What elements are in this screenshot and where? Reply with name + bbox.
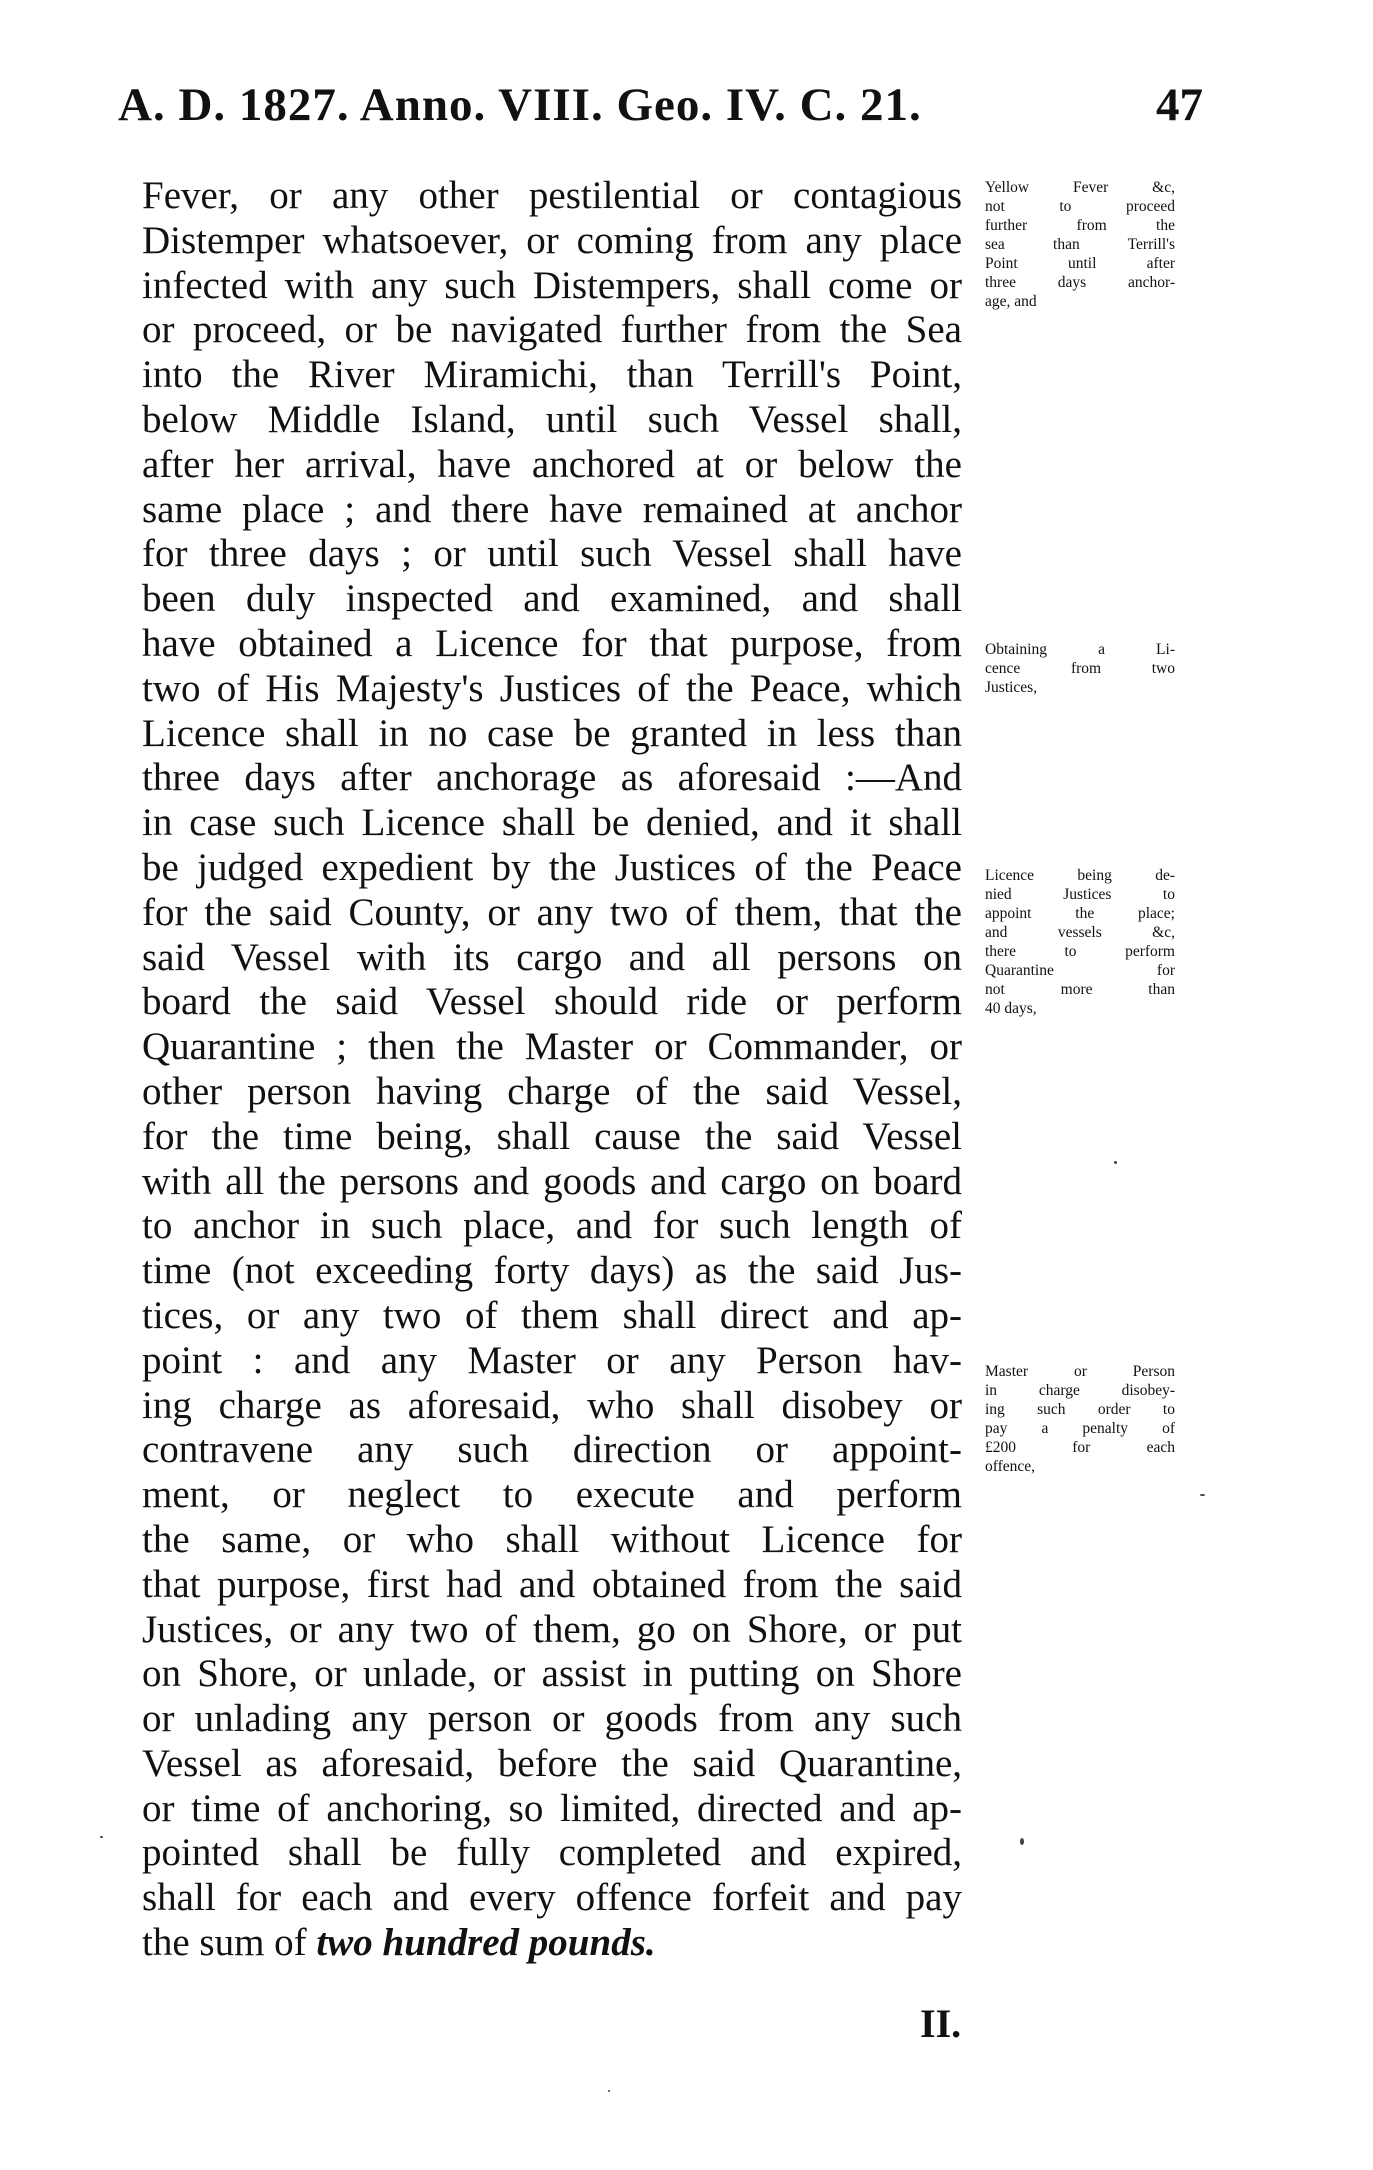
scan-speck [1020, 1838, 1024, 1845]
text-line: been duly inspected and examined, and shall [142, 577, 962, 621]
margin-note-quarantine [985, 866, 1175, 1018]
scan-speck [100, 1836, 103, 1838]
text-line: the same, or who shall without Licence for [142, 1517, 962, 1561]
text-line: be judged expedient by the Justices of the Peace [142, 845, 962, 889]
margin-note-line: Licence being de- [985, 867, 1175, 884]
text-line: for the time being, shall cause the said Vessel [142, 1114, 962, 1158]
margin-note-line: Obtaining a Li- [985, 641, 1175, 658]
margin-note-line: Master or Person [985, 1363, 1175, 1380]
text-line: or unlading any person or goods from any such [142, 1697, 962, 1741]
margin-note-line: ing such order to [985, 1401, 1175, 1418]
text-line: below Middle Island, until such Vessel shall, [142, 397, 962, 441]
text-line: Fever, or any other pestilential or contagious [142, 174, 962, 217]
margin-note-line: Yellow Fever &c, [985, 179, 1175, 196]
text-line: shall for each and every offence forfeit and pay [142, 1876, 962, 1920]
text-line: Quarantine ; then the Master or Commander, or [142, 1025, 962, 1069]
text-line: board the said Vessel should ride or perform [142, 980, 962, 1024]
text-line: infected with any such Distempers, shall come or [142, 263, 962, 307]
margin-note-line: Point until after [985, 255, 1175, 272]
text-line: same place ; and there have remained at anchor [142, 487, 962, 531]
text-line: said Vessel with its cargo and all persons on [142, 935, 962, 979]
scan-speck [1200, 1494, 1205, 1496]
margin-note-line: appoint the place; [985, 905, 1175, 922]
text-line: two of His Majesty's Justices of the Peace, which [142, 666, 962, 710]
margin-note-line: nied Justices to [985, 886, 1175, 903]
margin-note-line: further from the [985, 217, 1175, 234]
text-line: to anchor in such place, and for such length of [142, 1204, 962, 1248]
scan-speck [1114, 1161, 1117, 1164]
margin-note-line: there to perform [985, 943, 1175, 960]
final-text-line [142, 1921, 962, 1966]
running-title: A. D. 1827. Anno. VIII. Geo. IV. C. 21. [118, 79, 922, 131]
scan-speck [608, 2090, 610, 2092]
margin-note-line: cence from two [985, 660, 1175, 677]
margin-note-line: offence, [985, 1458, 1036, 1475]
margin-note-yellow-fever [985, 178, 1175, 311]
text-line: contravene any such direction or appoint- [142, 1428, 962, 1472]
text-line: that purpose, first had and obtained from the said [142, 1562, 962, 1606]
text-line: time (not exceeding forty days) as the said Jus- [142, 1249, 962, 1293]
text-line: after her arrival, have anchored at or below the [142, 442, 962, 486]
text-line: in case such Licence shall be denied, and it shall [142, 801, 962, 845]
margin-note-line: Justices, [985, 679, 1038, 696]
text-line: Justices, or any two of them, go on Shore, or put [142, 1607, 962, 1651]
text-line: or proceed, or be navigated further from the Sea [142, 308, 962, 352]
text-line: for the said County, or any two of them, that the [142, 890, 962, 934]
text-line: ing charge as aforesaid, who shall disobey or [142, 1383, 962, 1427]
margin-note-line: £200 for each [985, 1439, 1175, 1456]
text-line: Licence shall in no case be granted in less than [142, 711, 962, 755]
text-line: three days after anchorage as aforesaid :—And [142, 756, 962, 800]
text-line: have obtained a Licence for that purpose, from [142, 621, 962, 665]
margin-note-line: three days anchor- [985, 274, 1175, 291]
statute-text [142, 174, 962, 1966]
margin-note-line: not more than [985, 981, 1175, 998]
text-line: pointed shall be fully completed and expired, [142, 1831, 962, 1875]
margin-note-licence [985, 640, 1175, 697]
text-line: into the River Miramichi, than Terrill's Point, [142, 353, 962, 397]
margin-note-line: sea than Terrill's [985, 236, 1175, 253]
text-line: other person having charge of the said Vessel, [142, 1069, 962, 1113]
page-number: 47 [1156, 79, 1203, 131]
final-line-italic: two hundred pounds. [316, 1921, 656, 1965]
text-line: Vessel as aforesaid, before the said Quarantine, [142, 1741, 962, 1785]
text-line: for three days ; or until such Vessel shall have [142, 532, 962, 576]
margin-note-line: in charge disobey- [985, 1382, 1175, 1399]
margin-note-line: not to proceed [985, 198, 1175, 215]
margin-note-penalty [985, 1362, 1175, 1476]
running-header [118, 78, 1203, 138]
margin-note-line: pay a penalty of [985, 1420, 1175, 1437]
text-line: tices, or any two of them shall direct and ap- [142, 1293, 962, 1337]
margin-note-line: age, and [985, 293, 1037, 310]
margin-note-line: and vessels &c, [985, 924, 1175, 941]
text-line: point : and any Master or any Person hav- [142, 1338, 962, 1382]
margin-note-line: 40 days, [985, 1000, 1037, 1017]
text-line: ment, or neglect to execute and perform [142, 1473, 962, 1517]
text-line: or time of anchoring, so limited, directed and ap- [142, 1786, 962, 1830]
margin-note-line: Quarantine for [985, 962, 1175, 979]
final-line-roman: the sum of [142, 1921, 317, 1965]
text-line: with all the persons and goods and cargo on board [142, 1159, 962, 1203]
catchword: II. [920, 2001, 962, 2046]
text-line: Distemper whatsoever, or coming from any place [142, 218, 962, 262]
text-line: on Shore, or unlade, or assist in putting on Shore [142, 1652, 962, 1696]
